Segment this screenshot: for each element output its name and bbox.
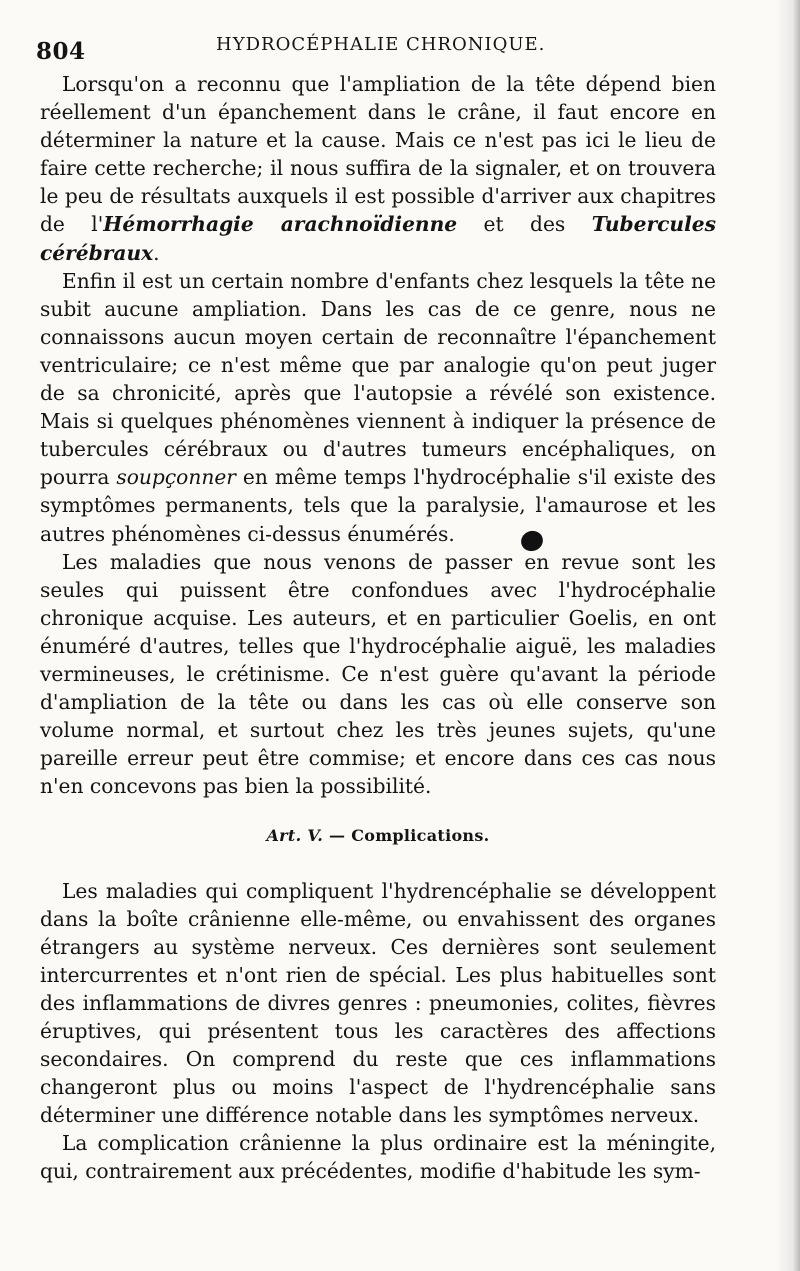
paragraph-2-text: Enfin il est un certain nombre d'enfants chez lesquels la tête ne subit aucune ampliation. Dans les cas de ce genre, nous ne connaissons aucun moyen certain de reconnaître l'épanchement ventriculaire; ce n'est même que par analogie qu'on peut juger de sa chronicité, après que l'autopsie a révélé son existence. Mais si quelques phénomènes viennent à indiquer la présence de tubercules cérébraux ou d'autres tumeurs encéphaliques, on pourra bbox=[40, 268, 716, 490]
paragraph-4: Les maladies qui compliquent l'hydrencéphalie se développent dans la boîte crânienne elle-même, ou envahissent des organes étrangers au système nerveux. Ces dernières sont seulement intercurrentes et n'ont rien de spécial. Les plus habituelles sont des inflammations de divres genres : pneumonies, colites, fièvres éruptives, qui présentent tous les caractères des affections secondaires. On comprend du reste que ces inflammations changeront plus ou moins l'aspect de l'hydrencéphalie sans déterminer une différence notable dans les symptômes nerveux. bbox=[40, 878, 716, 1128]
section-complications bbox=[40, 877, 716, 1186]
section-heading bbox=[40, 822, 716, 850]
paragraph-1-end: . bbox=[153, 240, 160, 265]
paragraph-3: Les maladies que nous venons de passer en revue sont les seules qui puissent être confondues avec l'hydrocéphalie chronique acquise. Les auteurs, et en particulier Goelis, en ont énuméré d'autres, telles que l'hydrocéphalie aiguë, les maladies vermineuses, le crétinisme. Ce n'est guère qu'avant la période d'ampliation de la tête ou dans les cas où elle conserve son volume normal, et surtout chez les très jeunes sujets, qu'une pareille erreur peut être commise; et encore dans ces cas nous n'en concevons pas bien la possibilité. bbox=[40, 549, 716, 799]
chapter-ref-hemorrhagie: Hémorrhagie arachnoïdienne bbox=[103, 212, 458, 237]
paragraph-5: La complication crânienne la plus ordinaire est la méningite, qui, contrairement aux précédentes, modifie d'habitude les sym- bbox=[40, 1131, 716, 1184]
section-title: Complications. bbox=[351, 826, 490, 846]
page-edge-shadow bbox=[776, 0, 800, 1271]
paragraph-1-text: Lorsqu'on a reconnu que l'ampliation de la tête dépend bien réellement d'un épanchement dans le crâne, il faut encore en déterminer la nature et la cause. Mais ce n'est pas ici le lieu de faire cette recherche; il nous suffira de la signaler, et on trouvera le peu de résultats auxquels il est possible d'arriver aux chapitres de l' bbox=[40, 72, 716, 237]
paragraph-1 bbox=[40, 70, 716, 267]
section-article-label: Art. V. bbox=[266, 826, 324, 846]
paragraph-2-text-2: en même temps l'hydrocéphalie s'il existe des symptômes permanents, tels que la paralysie, l'amaurose et les autres phénomènes ci-dessus énumérés. bbox=[40, 465, 716, 546]
chapter-ref-tubercules: Tubercules cérébraux bbox=[40, 212, 716, 265]
paragraph-2 bbox=[40, 267, 716, 548]
page-header bbox=[36, 30, 756, 66]
emphasis-soupconner: soupçonner bbox=[116, 465, 236, 490]
section-dash: — bbox=[323, 826, 352, 846]
running-title: HYDROCÉPHALIE CHRONIQUE. bbox=[216, 34, 546, 55]
paragraph-1-text-2: et des bbox=[457, 212, 592, 237]
page-body bbox=[40, 70, 716, 1186]
page-number: 804 bbox=[36, 38, 86, 65]
